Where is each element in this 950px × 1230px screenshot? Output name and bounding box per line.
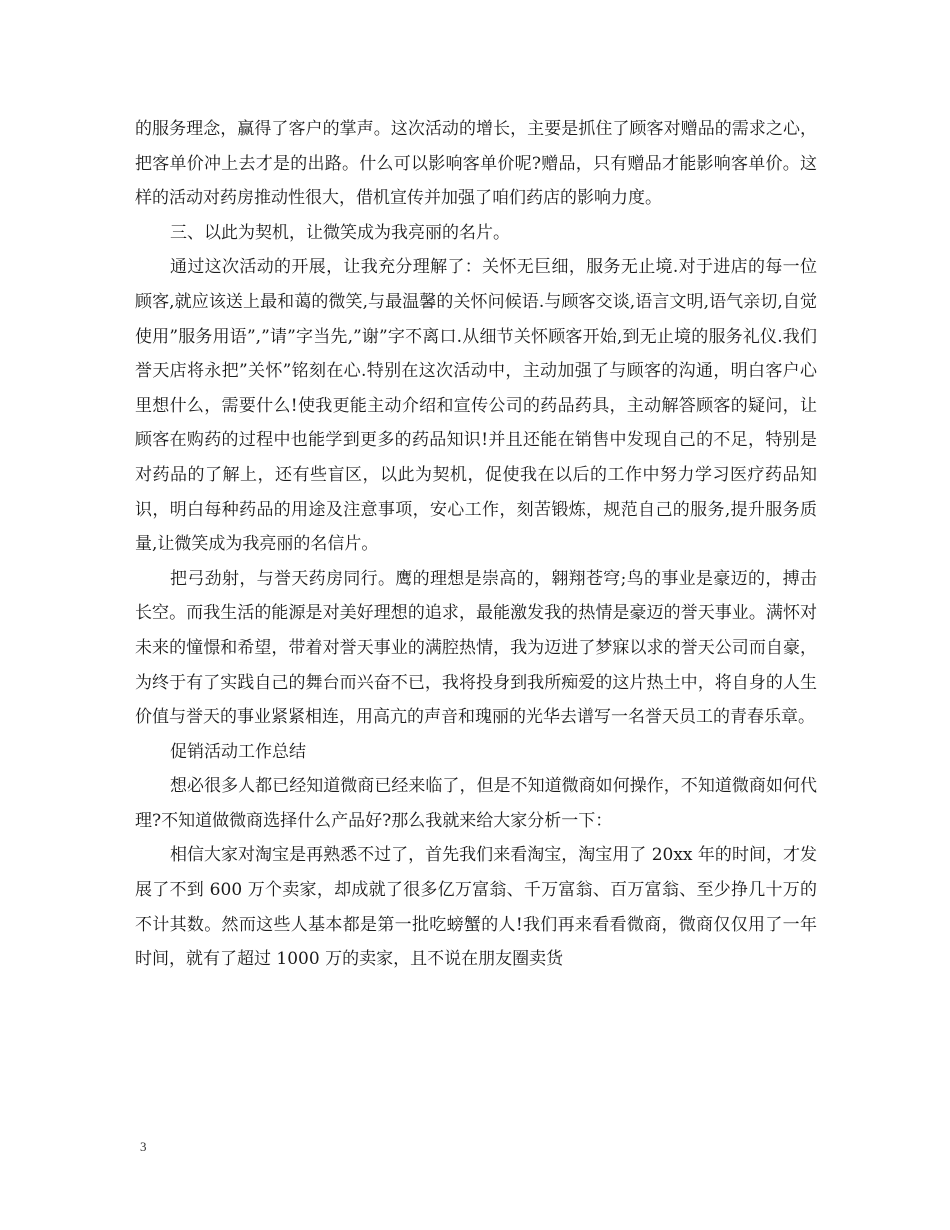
paragraph-wechat-business-intro: 想必很多人都已经知道微商已经来临了，但是不知道微商如何操作，不知道微商如何代理?不知道做微商选择什么产品好?那么我就来给大家分析一下： — [135, 776, 817, 831]
paragraph-summary-title: 促销活动工作总结 — [170, 741, 306, 762]
paragraph-activity-understanding: 通过这次活动的开展，让我充分理解了：关怀无巨细，服务无止境.对于进店的每一位顾客,就应该送上最和蔼的微笑,与最温馨的关怀问候语.与顾客交谈,语言文明,语气亲切,自觉使用”服务用语”,”请”字当先,”谢”字不离口.从细节关怀顾客开始,到无止境的服务礼仪.我们誉天店将永把”关怀”铭刻在心.特别在这次活动中，主动加强了与顾客的沟通，明白客户心里想什么，需要什么!使我更能主动介绍和宣传公司的药品药具，主动解答顾客的疑问，让顾客在购药的过程中也能学到更多的药品知识!并且还能在销售中发现自己的不足，特别是对药品的了解上，还有些盲区，以此为契机，促使我在以后的工作中努力学习医疗药品知识，明白每种药品的用途及注意事项，安心工作，刻苦锻炼，规范自己的服务,提升服务质量,让微笑成为我亮丽的名信片。 — [135, 257, 817, 555]
paragraph-taobao-comparison: 相信大家对淘宝是再熟悉不过了，首先我们来看淘宝，淘宝用了 20xx 年的时间，才发展了不到 600 万个卖家，却成就了很多亿万富翁、千万富翁、百万富翁、至少挣几十万的不计其数。然而这些人基本都是第一批吃螃蟹的人!我们再来看看微商，微商仅仅用了一年时间，就有了超过 1000 万的卖家，且不说在朋友圈卖货 — [135, 845, 817, 970]
paragraph-section-three-heading: 三、以此为契机，让微笑成为我亮丽的名片。 — [170, 222, 510, 243]
page-number: 3 — [140, 1139, 147, 1154]
paragraph-service-concept: 的服务理念，赢得了客户的掌声。这次活动的增长，主要是抓住了顾客对赠品的需求之心，把客单价冲上去才是的出路。什么可以影响客单价呢?赠品，只有赠品才能影响客单价。这样的活动对药房推动性很大，借机宣传并加强了咱们药店的影响力度。 — [135, 119, 817, 209]
document-body — [135, 112, 817, 977]
paragraph-yutian-career: 把弓劲射，与誉天药房同行。鹰的理想是崇高的，翱翔苍穹;鸟的事业是豪迈的，搏击长空。而我生活的能源是对美好理想的追求，最能激发我的热情是豪迈的誉天事业。满怀对未来的憧憬和希望，带着对誉天事业的满腔热情，我为迈进了梦寐以求的誉天公司而自豪，为终于有了实践自己的舞台而兴奋不已，我将投身到我所痴爱的这片热土中，将自身的人生价值与誉天的事业紧紧相连，用高亢的声音和瑰丽的光华去谱写一名誉天员工的青春乐章。 — [135, 568, 817, 728]
